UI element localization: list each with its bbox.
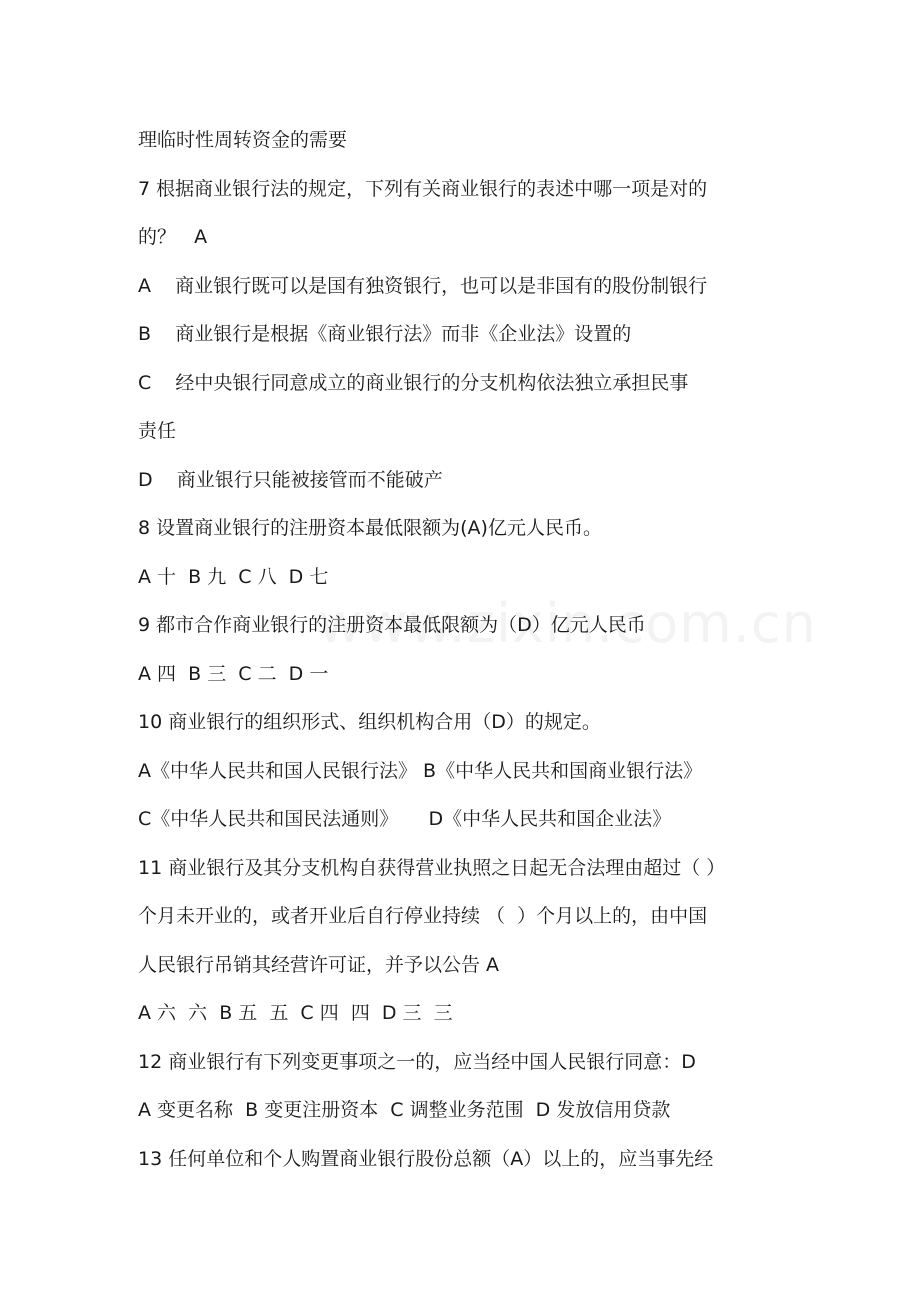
question-10: 10 商业银行的组织形式、组织机构合用（D）的规定。 [138, 711, 601, 733]
options-line: A 六 六 B 五 五 C 四 四 D 三 三 [138, 1002, 453, 1024]
text-line: 个月未开业的，或者开业后自行停业持续 （ ）个月以上的，由中国 [138, 905, 708, 927]
question-12: 12 商业银行有下列变更事项之一的，应当经中国人民银行同意：D [138, 1050, 696, 1073]
question-13: 13 任何单位和个人购置商业银行股份总额（A）以上的，应当事先经 [138, 1147, 714, 1170]
option-d: D 商业银行只能被接管而不能破产 [138, 468, 443, 491]
question-9: 9 都市合作商业银行的注册资本最低限额为（D）亿元人民币 [138, 614, 646, 636]
document-body [138, 116, 798, 1183]
options-line: A《中华人民共和国人民银行法》 B《中华人民共和国商业银行法》 [138, 759, 703, 782]
option-a: A 商业银行既可以是国有独资银行，也可以是非国有的股份制银行 [138, 274, 708, 297]
options-line: A 十 B 九 C 八 D 七 [138, 565, 329, 588]
question-11: 11 商业银行及其分支机构自获得营业执照之日起无合法理由超过（ ） [138, 856, 726, 879]
option-b: B 商业银行是根据《商业银行法》而非《企业法》设置的 [138, 323, 632, 345]
option-c: C 经中央银行同意成立的商业银行的分支机构依法独立承担民事 [138, 371, 689, 394]
options-line: A 四 B 三 C 二 D 一 [138, 662, 329, 685]
text-line: 的？ A [138, 226, 208, 248]
question-8: 8 设置商业银行的注册资本最低限额为(A)亿元人民币。 [138, 517, 602, 539]
question-7: 7 根据商业银行法的规定，下列有关商业银行的表述中哪一项是对的 [138, 177, 708, 200]
options-line: A 变更名称 B 变更注册资本 C 调整业务范围 D 发放信用贷款 [138, 1099, 671, 1121]
text-line: 理临时性周转资金的需要 [138, 129, 348, 151]
options-line: C《中华人民共和国民法通则》 D《中华人民共和国企业法》 [138, 808, 672, 830]
text-line: 人民银行吊销其经营许可证，并予以公告 A [138, 953, 500, 976]
text-line: 责任 [138, 420, 177, 442]
